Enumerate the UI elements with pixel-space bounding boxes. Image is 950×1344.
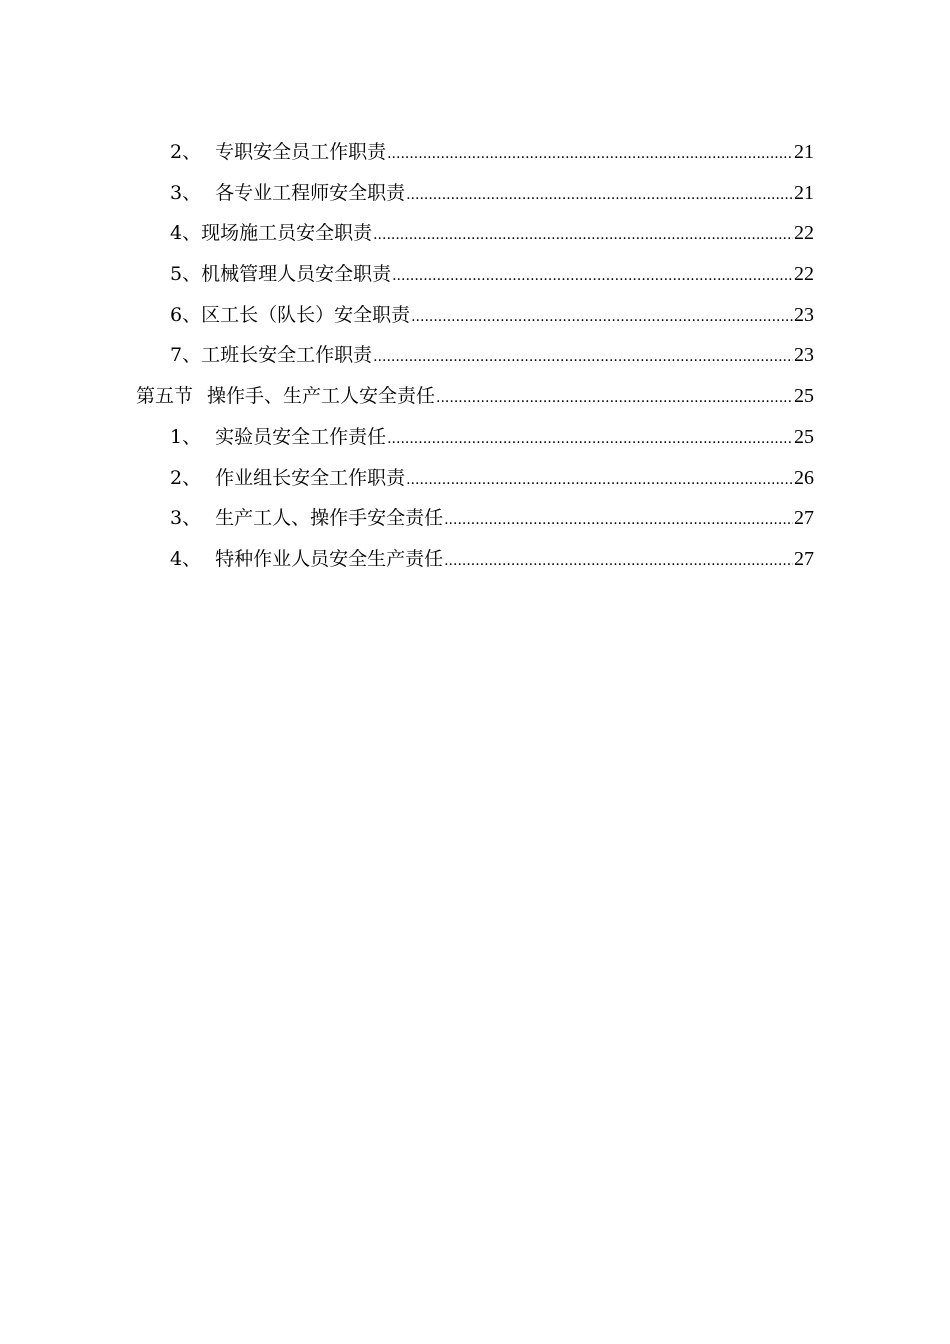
toc-entry[interactable]: [136, 539, 814, 580]
toc-entry-number: 6、: [170, 303, 202, 326]
toc-entry-page: 25: [794, 425, 814, 448]
dot-leader: [373, 337, 793, 378]
toc-entry-page: 22: [794, 222, 814, 245]
toc-entry-number: 7、: [170, 344, 202, 367]
toc-section-title: 操作手、生产工人安全责任: [207, 385, 436, 408]
toc-entry-title: 现场施工员安全职责: [201, 222, 373, 245]
dot-leader: [406, 175, 793, 216]
toc-section-entry[interactable]: [136, 376, 814, 417]
toc-entry-title: 实验员安全工作责任: [215, 425, 387, 448]
dot-leader: [436, 378, 793, 419]
dot-leader: [444, 500, 793, 541]
toc-entry-page: 27: [794, 547, 814, 570]
toc-entry-number: 5、: [170, 263, 202, 286]
toc-entry-page: 21: [794, 181, 814, 204]
toc-entry[interactable]: [136, 417, 814, 458]
toc-section-page: 25: [794, 385, 814, 408]
toc-entry[interactable]: [136, 173, 814, 214]
toc-entry[interactable]: [136, 498, 814, 539]
toc-entry-number: 1、: [170, 425, 202, 448]
toc-entry-number: 3、: [170, 181, 202, 204]
dot-leader: [411, 297, 793, 338]
toc-entry-title: 作业组长安全工作职责: [215, 466, 406, 489]
toc-entry[interactable]: [136, 213, 814, 254]
toc-entry-number: 4、: [170, 222, 202, 245]
toc-entry-number: 2、: [170, 141, 202, 163]
dot-leader: [392, 256, 793, 297]
dot-leader: [387, 134, 793, 175]
toc-entry-page: 26: [794, 466, 814, 489]
toc-entry-page: 21: [794, 141, 814, 163]
toc-entry[interactable]: [136, 254, 814, 295]
toc-entry-page: 27: [794, 507, 814, 530]
dot-leader: [406, 460, 793, 501]
toc-entry-page: 23: [794, 303, 814, 326]
toc-entry-title: 机械管理人员安全职责: [201, 263, 392, 286]
dot-leader: [387, 419, 793, 460]
table-of-contents: [136, 132, 814, 580]
toc-entry-title: 生产工人、操作手安全责任: [215, 507, 444, 530]
toc-entry-number: 2、: [170, 466, 202, 489]
toc-entry-title: 区工长（队长）安全职责: [201, 303, 411, 326]
toc-entry[interactable]: [136, 295, 814, 336]
toc-entry-page: 23: [794, 344, 814, 367]
toc-entry-number: 3、: [170, 507, 202, 530]
toc-entry-page: 22: [794, 263, 814, 286]
toc-entry[interactable]: [136, 132, 814, 173]
toc-entry-title: 工班长安全工作职责: [201, 344, 373, 367]
toc-entry[interactable]: [136, 458, 814, 499]
dot-leader: [444, 541, 793, 582]
toc-entry-title: 特种作业人员安全生产责任: [215, 547, 444, 570]
toc-section-number: 第五节: [136, 385, 194, 408]
toc-entry-number: 4、: [170, 547, 202, 570]
toc-entry-title: 各专业工程师安全职责: [215, 181, 406, 204]
toc-entry[interactable]: [136, 335, 814, 376]
dot-leader: [373, 215, 793, 256]
toc-entry-title: 专职安全员工作职责: [215, 141, 387, 163]
